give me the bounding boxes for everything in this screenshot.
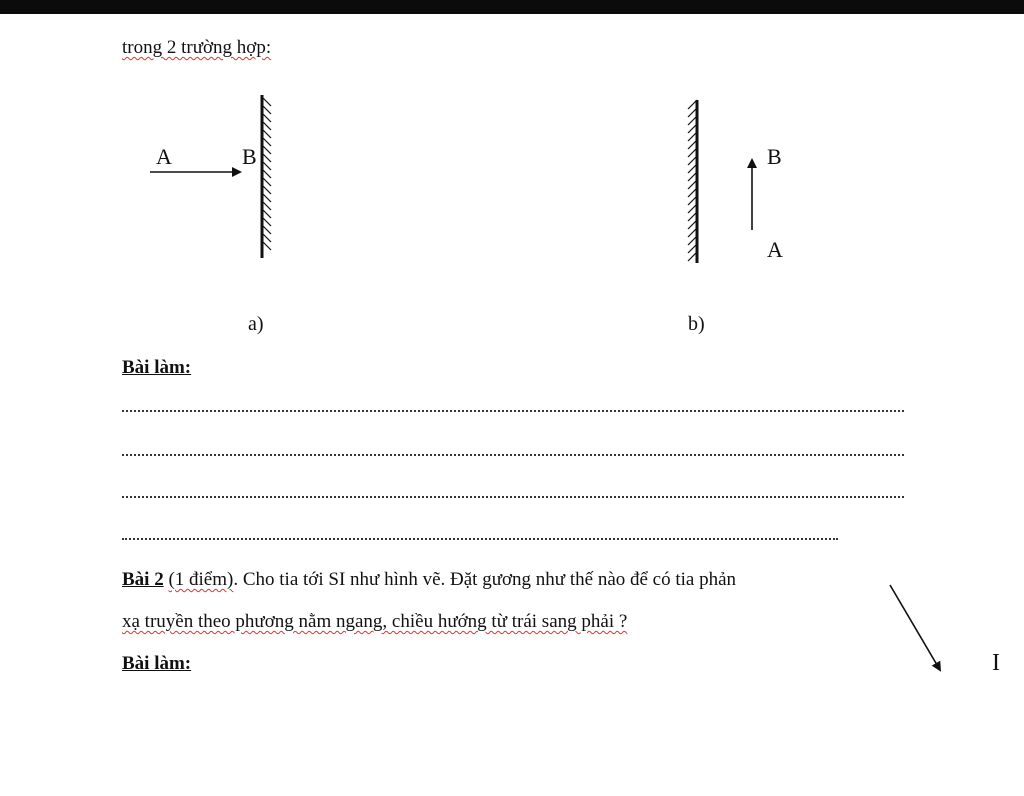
answer-line-4[interactable] — [122, 538, 838, 540]
figure-a-caption: a) — [248, 313, 264, 335]
figure-a-label-b: B — [242, 144, 257, 169]
figure-b-label-b: B — [767, 144, 782, 169]
bai2-line-1-text: . Cho tia tới SI như hình vẽ. Đặt gương như thế nào để có tia phản — [233, 569, 737, 590]
bai2-title: Bài 2 — [122, 569, 164, 590]
figure-b-mirror — [688, 100, 697, 263]
figure-b-caption: b) — [688, 313, 705, 335]
answer-heading-1: Bài làm: — [122, 357, 192, 378]
answer-line-3[interactable] — [122, 496, 904, 498]
point-i-label: I — [992, 650, 1000, 676]
incident-ray-arrow — [890, 585, 940, 670]
bai2-line-2: xạ truyền theo phương nằm ngang, chiều hướng từ trái sang phải ? — [122, 611, 628, 632]
figure-a-mirror — [262, 95, 271, 258]
intro-text: trong 2 trường hợp: — [122, 37, 272, 58]
answer-line-1[interactable] — [122, 410, 904, 412]
figure-b-label-a: A — [767, 237, 783, 262]
bai2-points: (1 điểm) — [168, 569, 234, 590]
bai2-line-1 — [122, 570, 736, 589]
answer-heading-2: Bài làm: — [122, 653, 192, 674]
answer-line-2[interactable] — [122, 454, 904, 456]
figure-a-label-a: A — [156, 144, 172, 169]
